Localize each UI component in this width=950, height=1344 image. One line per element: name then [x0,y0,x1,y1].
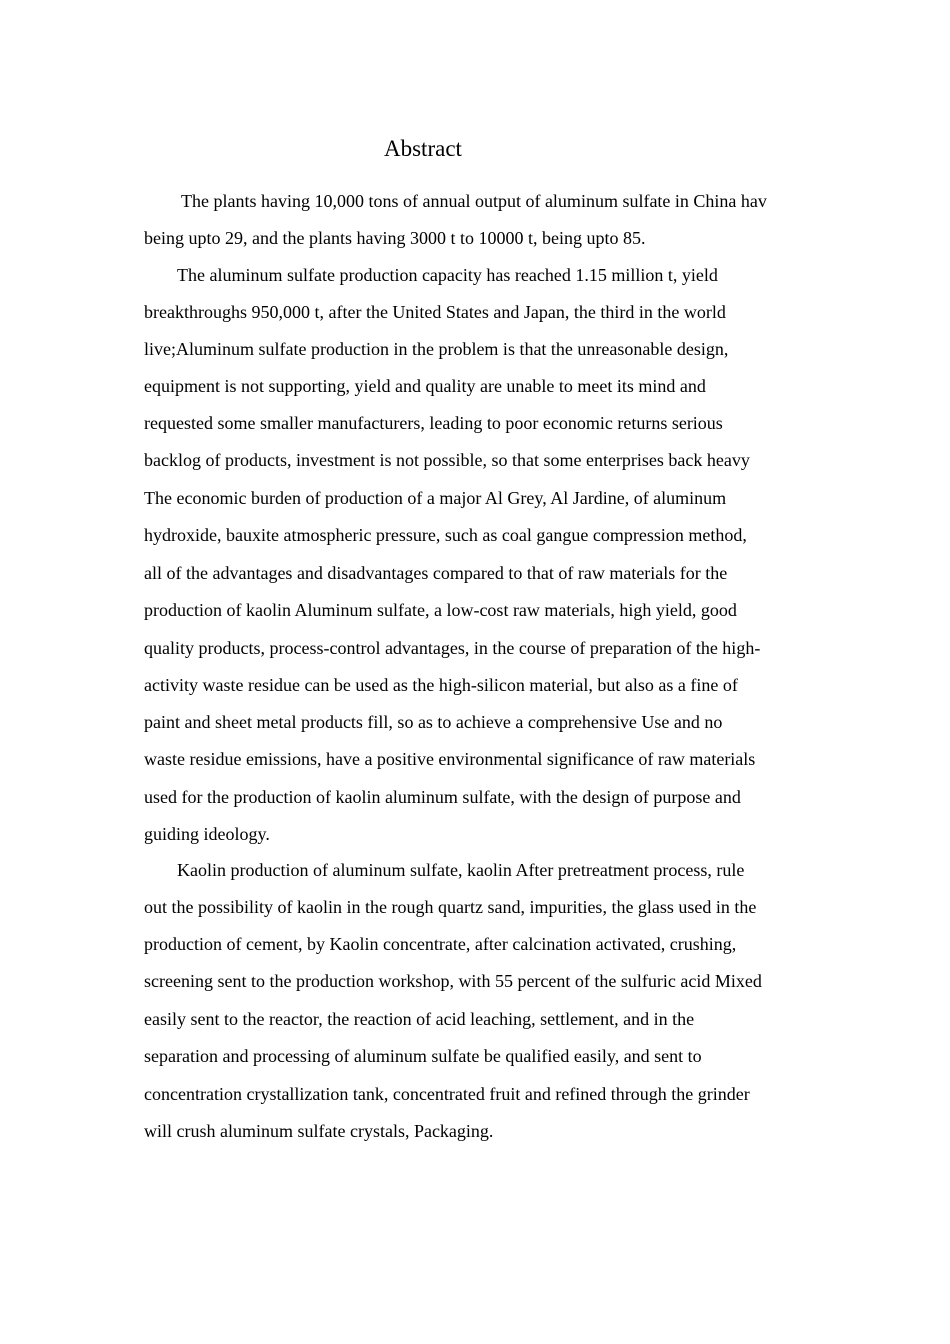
paragraph-2-line-16: guiding ideology. [144,824,270,844]
paragraph-1-line-2: being upto 29, and the plants having 3000 t to 10000 t, being upto 85. [144,228,646,248]
paragraph-2-line-8: hydroxide, bauxite atmospheric pressure, such as coal gangue compression method, [144,525,747,545]
paragraph-3-line-2: out the possibility of kaolin in the rough quartz sand, impurities, the glass used in the [144,897,757,917]
paragraph-2-line-13: paint and sheet metal products fill, so as to achieve a comprehensive Use and no [144,712,723,732]
paragraph-3-line-3: production of cement, by Kaolin concentrate, after calcination activated, crushing, [144,934,737,954]
paragraph-2-line-11: quality products, process-control advantages, in the course of preparation of the high- [144,638,761,658]
paragraph-2-line-7: The economic burden of production of a major Al Grey, Al Jardine, of aluminum [144,488,727,508]
paragraph-2-line-3: live;Aluminum sulfate production in the problem is that the unreasonable design, [144,339,729,359]
paragraph-3-line-7: concentration crystallization tank, concentrated fruit and refined through the grinder [144,1084,750,1104]
paragraph-2-line-4: equipment is not supporting, yield and quality are unable to meet its mind and [144,376,706,396]
paragraph-3-line-1: Kaolin production of aluminum sulfate, kaolin After pretreatment process, rule [177,860,745,880]
paragraph-3-line-6: separation and processing of aluminum sulfate be qualified easily, and sent to [144,1046,702,1066]
paragraph-2-line-14: waste residue emissions, have a positive environmental significance of raw materials [144,749,756,769]
paragraph-3-line-5: easily sent to the reactor, the reaction of acid leaching, settlement, and in the [144,1009,695,1029]
paragraph-2-line-2: breakthroughs 950,000 t, after the United States and Japan, the third in the world [144,302,726,322]
paragraph-2-line-9: all of the advantages and disadvantages compared to that of raw materials for the [144,563,728,583]
paragraph-2-line-6: backlog of products, investment is not possible, so that some enterprises back heavy [144,450,750,470]
paragraph-2-line-10: production of kaolin Aluminum sulfate, a low-cost raw materials, high yield, good [144,600,737,620]
paragraph-3-line-8: will crush aluminum sulfate crystals, Packaging. [144,1121,494,1141]
paragraph-2-line-1: The aluminum sulfate production capacity has reached 1.15 million t, yield [177,265,718,285]
paragraph-3-line-4: screening sent to the production workshop, with 55 percent of the sulfuric acid Mixed [144,971,762,991]
paragraph-2-line-12: activity waste residue can be used as the high-silicon material, but also as a fine of [144,675,738,695]
abstract-title: Abstract [384,136,462,161]
paragraph-2-line-15: used for the production of kaolin aluminum sulfate, with the design of purpose and [144,787,741,807]
paragraph-1-line-1: The plants having 10,000 tons of annual output of aluminum sulfate in China hav [181,191,767,211]
paragraph-2-line-5: requested some smaller manufacturers, leading to poor economic returns serious [144,413,723,433]
